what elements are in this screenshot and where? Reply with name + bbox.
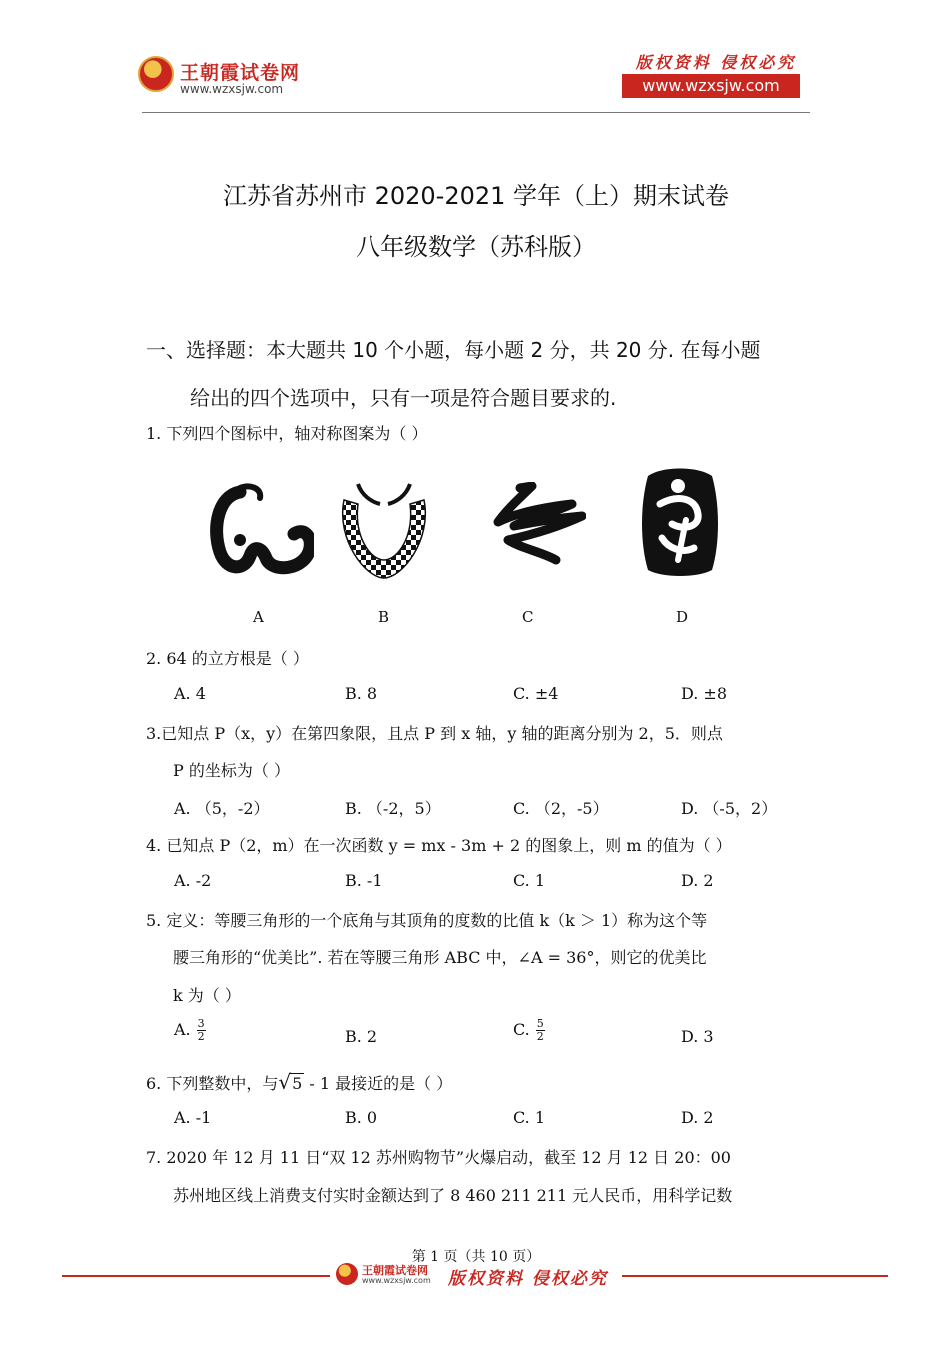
- q2-option-d: D. ±8: [681, 684, 728, 703]
- question-6: [146, 1070, 452, 1094]
- figure-a-icon: [210, 478, 314, 576]
- q6-prefix: 6. 下列整数中，与: [146, 1074, 279, 1093]
- exam-title: 江苏省苏州市 2020-2021 学年（上）期末试卷: [222, 182, 730, 210]
- question-1: 1. 下列四个图标中，轴对称图案为（ ）: [146, 424, 428, 443]
- q6-radicand: 5: [292, 1074, 303, 1093]
- q5-option-a-fraction: [197, 1018, 206, 1043]
- q4-option-a: A. -2: [174, 871, 212, 890]
- header-url-box[interactable]: www.wzxsjw.com: [622, 74, 800, 98]
- q4-option-d: D. 2: [681, 871, 714, 890]
- question-5-line1: 5. 定义：等腰三角形的一个底角与其顶角的度数的比值 k（k ＞ 1）称为这个等: [146, 911, 708, 930]
- q5-option-c-numerator: 5: [536, 1017, 544, 1030]
- question-3-line1: 3.已知点 P（x，y）在第四象限，且点 P 到 x 轴，y 轴的距离分别为 2，5．则点: [146, 724, 723, 743]
- q5-option-a: [174, 1018, 206, 1043]
- q5-option-a-numerator: 3: [197, 1017, 205, 1030]
- logo-name: 王朝霞试卷网: [180, 62, 301, 84]
- question-2: 2. 64 的立方根是（ ）: [146, 649, 309, 668]
- q5-option-b: B. 2: [345, 1027, 378, 1046]
- q5-option-c: [513, 1018, 545, 1043]
- q5-option-c-letter: C.: [513, 1020, 530, 1039]
- q5-option-d: D. 3: [681, 1027, 714, 1046]
- section-heading-line1: 一、选择题：本大题共 10 个小题，每小题 2 分，共 20 分. 在每小题: [146, 338, 761, 362]
- section-heading-line2: 给出的四个选项中，只有一项是符合题目要求的.: [190, 386, 617, 410]
- figure-label-c: C: [522, 608, 534, 626]
- figure-label-b: B: [378, 608, 390, 626]
- footer-divider-right: [622, 1275, 888, 1277]
- logo-url: www.wzxsjw.com: [180, 82, 284, 96]
- q6-option-d: D. 2: [681, 1108, 714, 1127]
- exam-subtitle: 八年级数学（苏科版）: [356, 233, 596, 261]
- q6-option-b: B. 0: [345, 1108, 378, 1127]
- q5-option-c-denominator: 2: [536, 1030, 544, 1043]
- q6-option-c: C. 1: [513, 1108, 546, 1127]
- q4-option-c: C. 1: [513, 871, 546, 890]
- footer-logo-emblem-icon: [336, 1263, 358, 1285]
- q2-option-b: B. 8: [345, 684, 378, 703]
- q6-suffix: - 1 最接近的是（ ）: [304, 1074, 453, 1093]
- logo-emblem-icon: [138, 56, 174, 92]
- question-5-line2: 腰三角形的“优美比”. 若在等腰三角形 ABC 中，∠A = 36°，则它的优美比: [173, 948, 707, 967]
- q5-option-a-letter: A.: [174, 1020, 191, 1039]
- header-divider: [142, 112, 810, 113]
- q5-option-a-denominator: 2: [197, 1030, 205, 1043]
- figure-label-a: A: [253, 608, 264, 626]
- question-7-line2: 苏州地区线上消费支付实时金额达到了 8 460 211 211 元人民币，用科学记数: [173, 1186, 733, 1205]
- header-rights: 版权资料 侵权必究: [635, 53, 797, 72]
- q5-option-c-fraction: [536, 1018, 545, 1043]
- radical-sign-icon: √: [278, 1070, 292, 1094]
- figure-b-icon: [336, 480, 432, 580]
- footer-divider-left: [62, 1275, 330, 1277]
- q3-option-b: B. （-2，5）: [345, 799, 441, 818]
- figure-label-d: D: [676, 608, 689, 626]
- q6-option-a: A. -1: [174, 1108, 212, 1127]
- question-4: 4. 已知点 P（2，m）在一次函数 y = mx - 3m + 2 的图象上，则 m 的值为（ ）: [146, 836, 732, 855]
- q3-option-d: D. （-5，2）: [681, 799, 778, 818]
- footer-logo-url: www.wzxsjw.com: [362, 1276, 431, 1285]
- footer-logo-name: 王朝霞试卷网: [362, 1264, 428, 1277]
- question-7-line1: 7. 2020 年 12 月 11 日“双 12 苏州购物节”火爆启动，截至 12 月 12 日 20：00: [146, 1148, 731, 1167]
- q2-option-c: C. ±4: [513, 684, 559, 703]
- q4-option-b: B. -1: [345, 871, 383, 890]
- q3-option-c: C. （2，-5）: [513, 799, 609, 818]
- question-5-line3: k 为（ ）: [173, 986, 241, 1005]
- figure-d-icon: [638, 464, 720, 580]
- q3-option-a: A. （5，-2）: [174, 799, 270, 818]
- q2-option-a: A. 4: [174, 684, 206, 703]
- question-3-line2: P 的坐标为（ ）: [173, 761, 290, 780]
- page-number: 第 1 页（共 10 页）: [411, 1249, 541, 1265]
- footer-rights: 版权资料 侵权必究: [448, 1269, 608, 1289]
- figure-c-icon: [486, 482, 586, 570]
